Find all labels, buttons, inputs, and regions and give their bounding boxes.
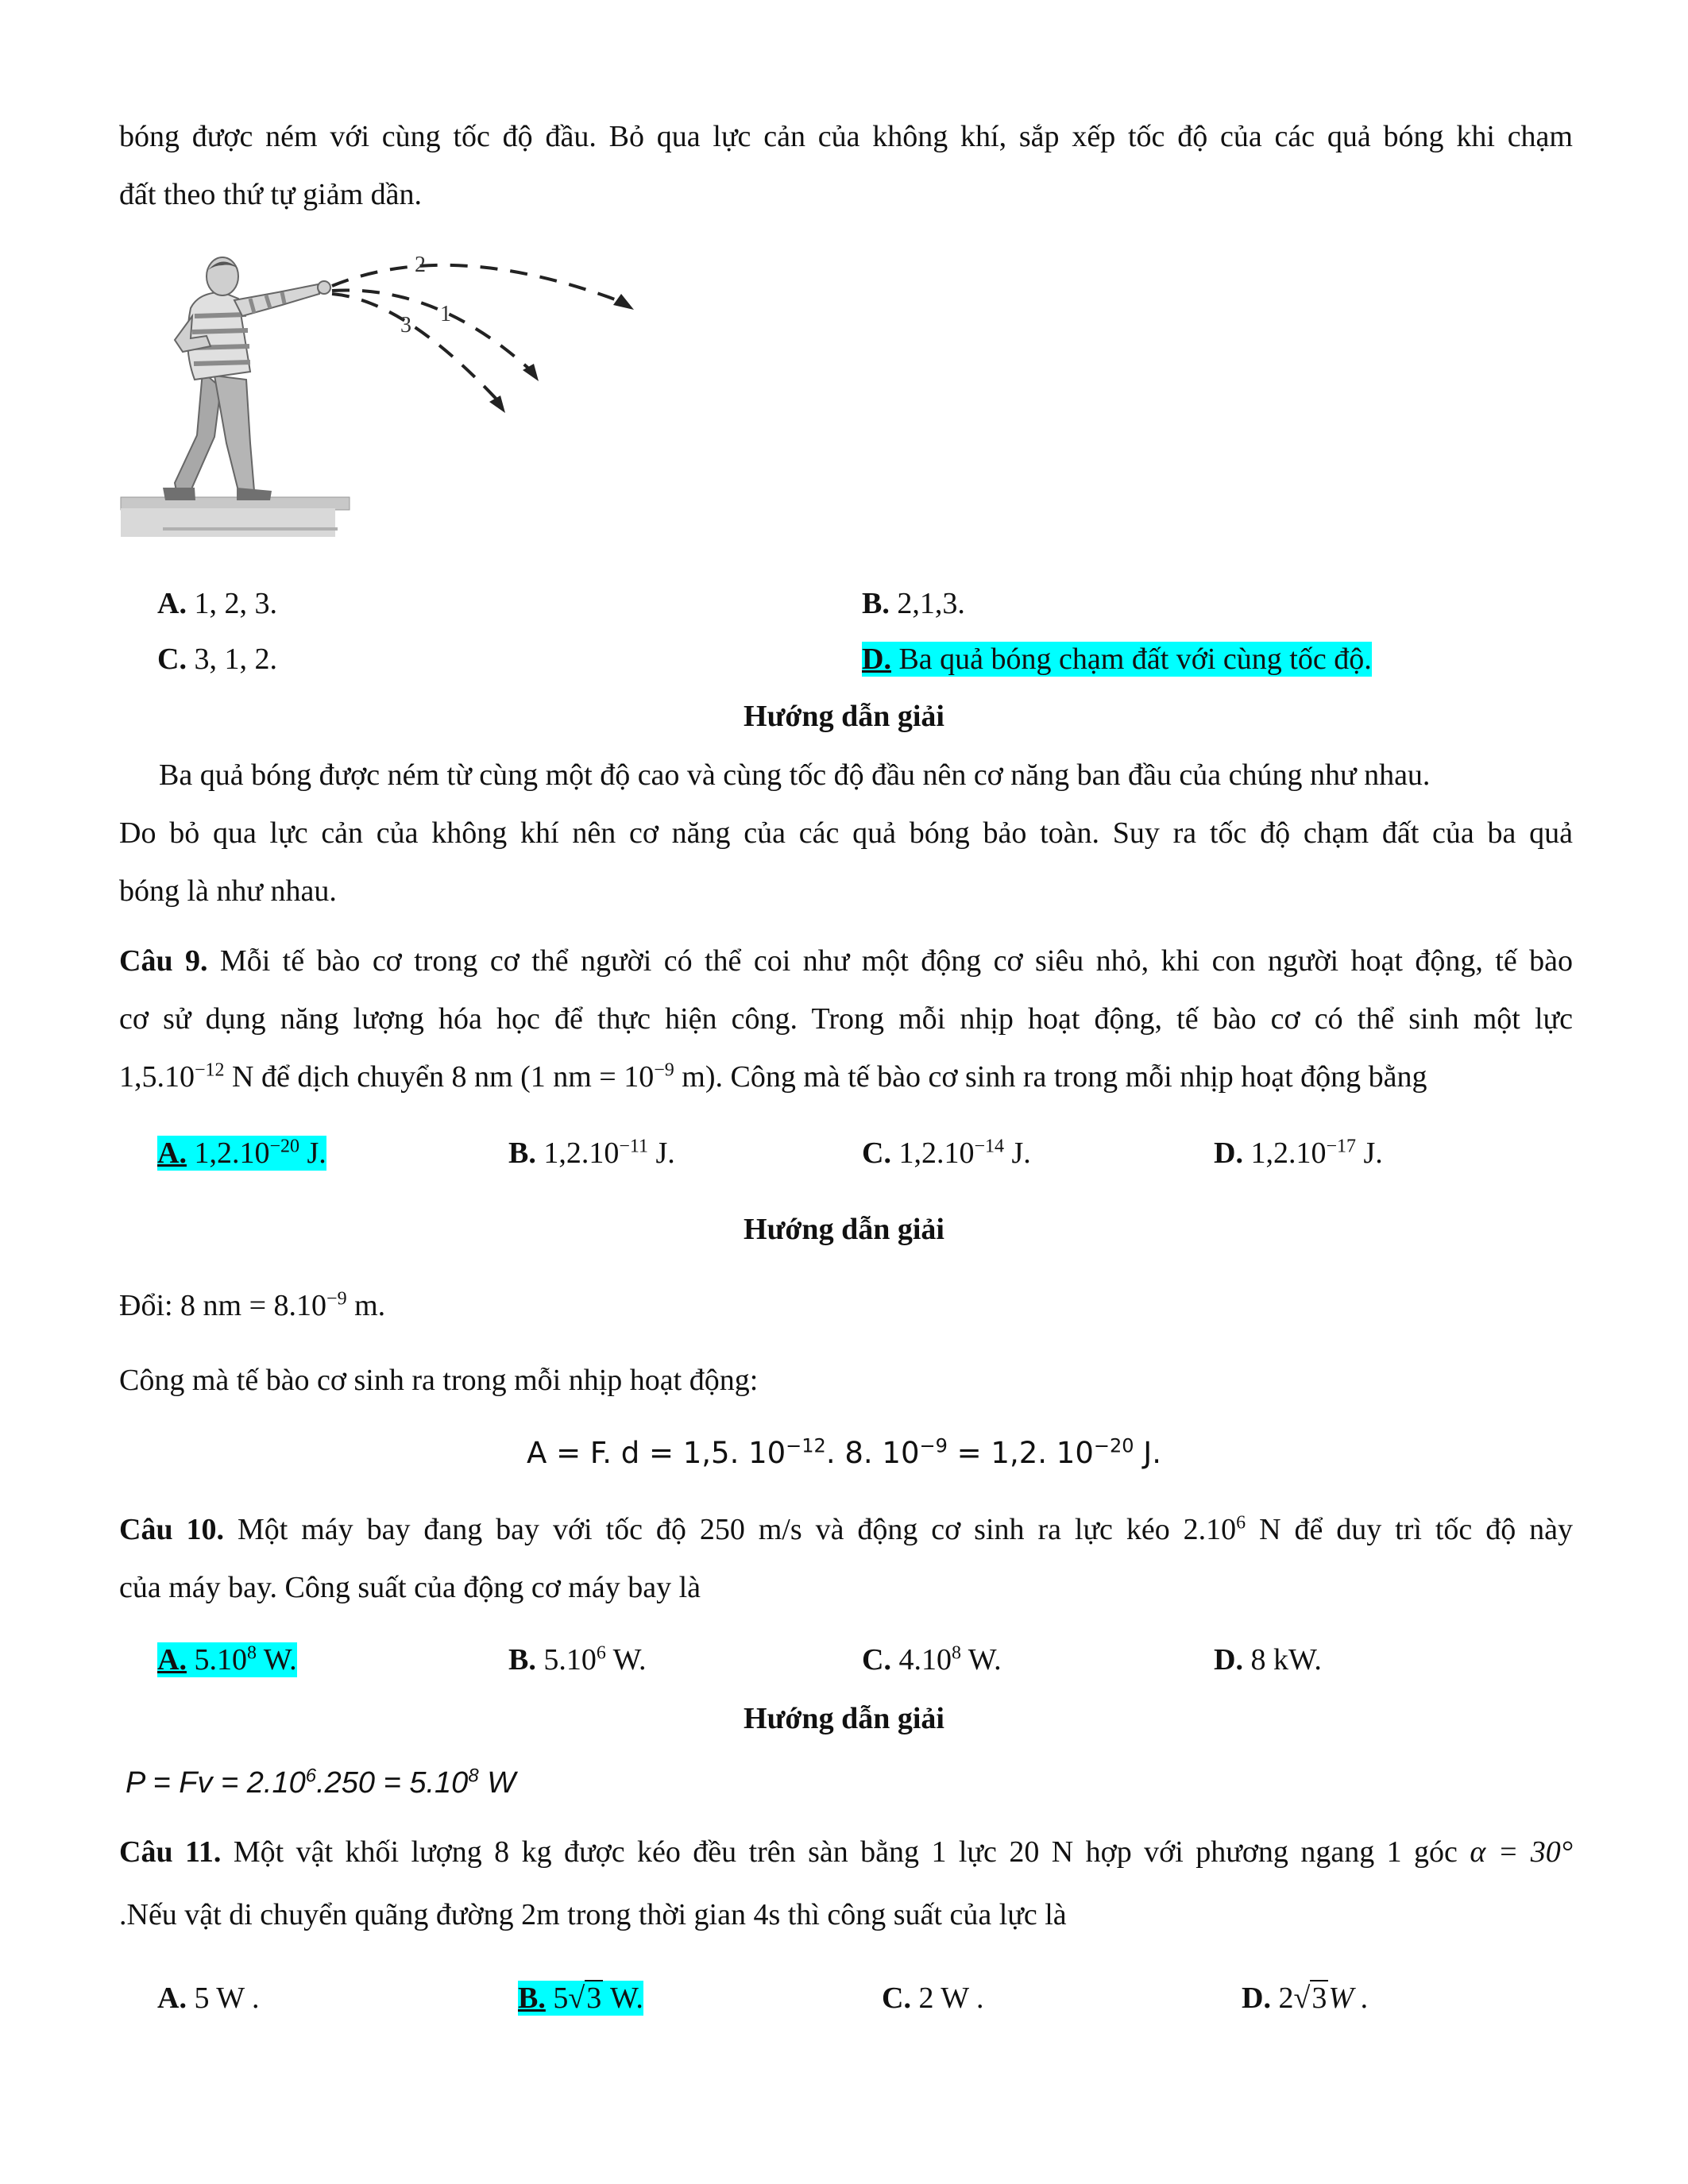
q11-line2: .Nếu vật di chuyển quãng đường 2m trong thời gian 4s thì công suất của lực là bbox=[119, 1898, 1067, 1931]
trajectory-3 bbox=[332, 294, 500, 403]
q8-solution-heading: Hướng dẫn giải bbox=[744, 700, 944, 733]
arrow-2-icon bbox=[613, 294, 634, 310]
q10-option-b[interactable]: B. 5.10$^6$ W. bbox=[508, 1642, 647, 1677]
sqrt-icon: 3 bbox=[1311, 1981, 1327, 2015]
q8-option-b[interactable]: B. 2,1,3. bbox=[862, 587, 965, 620]
q9-option-d[interactable]: D. $1,2.10^{-17}$ J. bbox=[1214, 1136, 1383, 1170]
label-2: 2 bbox=[415, 253, 426, 277]
q10-label: Câu 10. bbox=[119, 1513, 225, 1546]
q9-formula: A = F. d = 1,5. $10^{-12}$. 8. $10^{-9} = 1,2$. $10^{-20}$ J. bbox=[527, 1434, 1161, 1470]
q8-intro-line2: đất theo thứ tự giảm dần. bbox=[119, 178, 423, 211]
q9-question bbox=[119, 932, 1573, 1106]
trajectory-1 bbox=[332, 290, 532, 372]
q9-line3: $1,5.10^{-12}$ N để dịch chuyển 8 nm (1 nm = $10^{-9}$ m). Công mà tế bào cơ sinh ra trong mỗi nhịp hoạt động bằng bbox=[119, 1059, 1427, 1094]
q9-label: Câu 9. bbox=[119, 944, 208, 978]
q11-alpha: α = 30° bbox=[1470, 1835, 1573, 1869]
q11-label: Câu 11. bbox=[119, 1835, 222, 1869]
q10-question: Câu 10. Một máy bay đang bay với tốc độ 250 m/s và động cơ sinh ra lực kéo 2.10$^6$ N để duy trì tốc độ này của máy bay. Công suất của động cơ máy bay là bbox=[119, 1501, 1573, 1617]
trajectory-2 bbox=[332, 265, 628, 304]
q9-option-c[interactable]: C. $1,2.10^{-14}$ J. bbox=[862, 1136, 1031, 1170]
q11-option-c[interactable]: C. 2 W . bbox=[882, 1981, 984, 2015]
q10-option-d[interactable]: D. 8 kW. bbox=[1214, 1643, 1322, 1677]
q8-intro bbox=[119, 108, 1573, 224]
q9-line1: Mỗi tế bào cơ trong cơ thể người có thể coi như một động cơ siêu nhỏ, khi con người hoạt động, tế bào bbox=[219, 944, 1573, 978]
thrower-figure bbox=[119, 253, 643, 550]
q10-line2: của máy bay. Công suất của động cơ máy bay là bbox=[119, 1571, 701, 1604]
q9-solution-heading: Hướng dẫn giải bbox=[744, 1213, 944, 1246]
sqrt-icon: 3 bbox=[586, 1981, 602, 2015]
person-icon bbox=[163, 257, 330, 500]
q10-solution-heading: Hướng dẫn giải bbox=[744, 1702, 944, 1735]
arrow-3-icon bbox=[489, 396, 505, 413]
q9-line2: cơ sử dụng năng lượng hóa học để thực hiện công. Trong mỗi nhịp hoạt động, tế bào cơ có thể sinh một lực bbox=[119, 1002, 1573, 1036]
q8-option-c[interactable]: C. 3, 1, 2. bbox=[157, 642, 277, 676]
q9-conversion: Đổi: 8 nm = $8.10^{-9}$ m. bbox=[119, 1288, 386, 1322]
q8-option-d-correct[interactable]: D. Ba quả bóng chạm đất với cùng tốc độ. bbox=[862, 642, 1372, 676]
q8-solution bbox=[119, 747, 1573, 920]
q10-formula: $P = Fv = 2.10^6.250 = 5.10^8$ W bbox=[126, 1765, 516, 1800]
q9-option-b[interactable]: B. $1,2.10^{-11}$ J. bbox=[508, 1136, 675, 1170]
q9-work-line: Công mà tế bào cơ sinh ra trong mỗi nhịp hoạt động: bbox=[119, 1364, 759, 1397]
q8-solution-line3: bóng là như nhau. bbox=[119, 874, 337, 908]
q10-option-c[interactable]: C. 4.10$^8$ W. bbox=[862, 1642, 1002, 1677]
q9-option-a-correct[interactable]: A. $1,2.10^{-20}$ J. bbox=[157, 1136, 326, 1170]
q10-option-a-correct[interactable]: A. 5.10$^8$ W. bbox=[157, 1642, 297, 1677]
label-1: 1 bbox=[440, 302, 451, 326]
q8-solution-line2: Do bỏ qua lực cản của không khí nên cơ năng của các quả bóng bảo toàn. Suy ra tốc độ chạm đất của ba quả bbox=[119, 816, 1573, 850]
q8-option-a[interactable]: A. 1, 2, 3. bbox=[157, 587, 277, 620]
q8-solution-line1: Ba quả bóng được ném từ cùng một độ cao và cùng tốc độ đầu nên cơ năng ban đầu của chúng như nhau. bbox=[159, 758, 1431, 792]
q11-option-a[interactable]: A. 5 W . bbox=[157, 1981, 260, 2015]
q11-question: Câu 11. Một vật khối lượng 8 kg được kéo đều trên sàn bằng 1 lực 20 N hợp với phương ngang 1 góc α = 30° .Nếu vật di chuyển quãng đường 2m trong thời gian 4s thì công suất của lực là bbox=[119, 1823, 1573, 1944]
label-3: 3 bbox=[400, 313, 411, 338]
q11-option-d[interactable]: D. 2√3W . bbox=[1242, 1981, 1369, 2015]
q11-option-b-correct[interactable]: B. 5√3 W. bbox=[518, 1981, 643, 2015]
q8-intro-line1: bóng được ném với cùng tốc độ đầu. Bỏ qua lực cản của không khí, sắp xếp tốc độ của các quả bóng khi chạm bbox=[119, 120, 1573, 153]
